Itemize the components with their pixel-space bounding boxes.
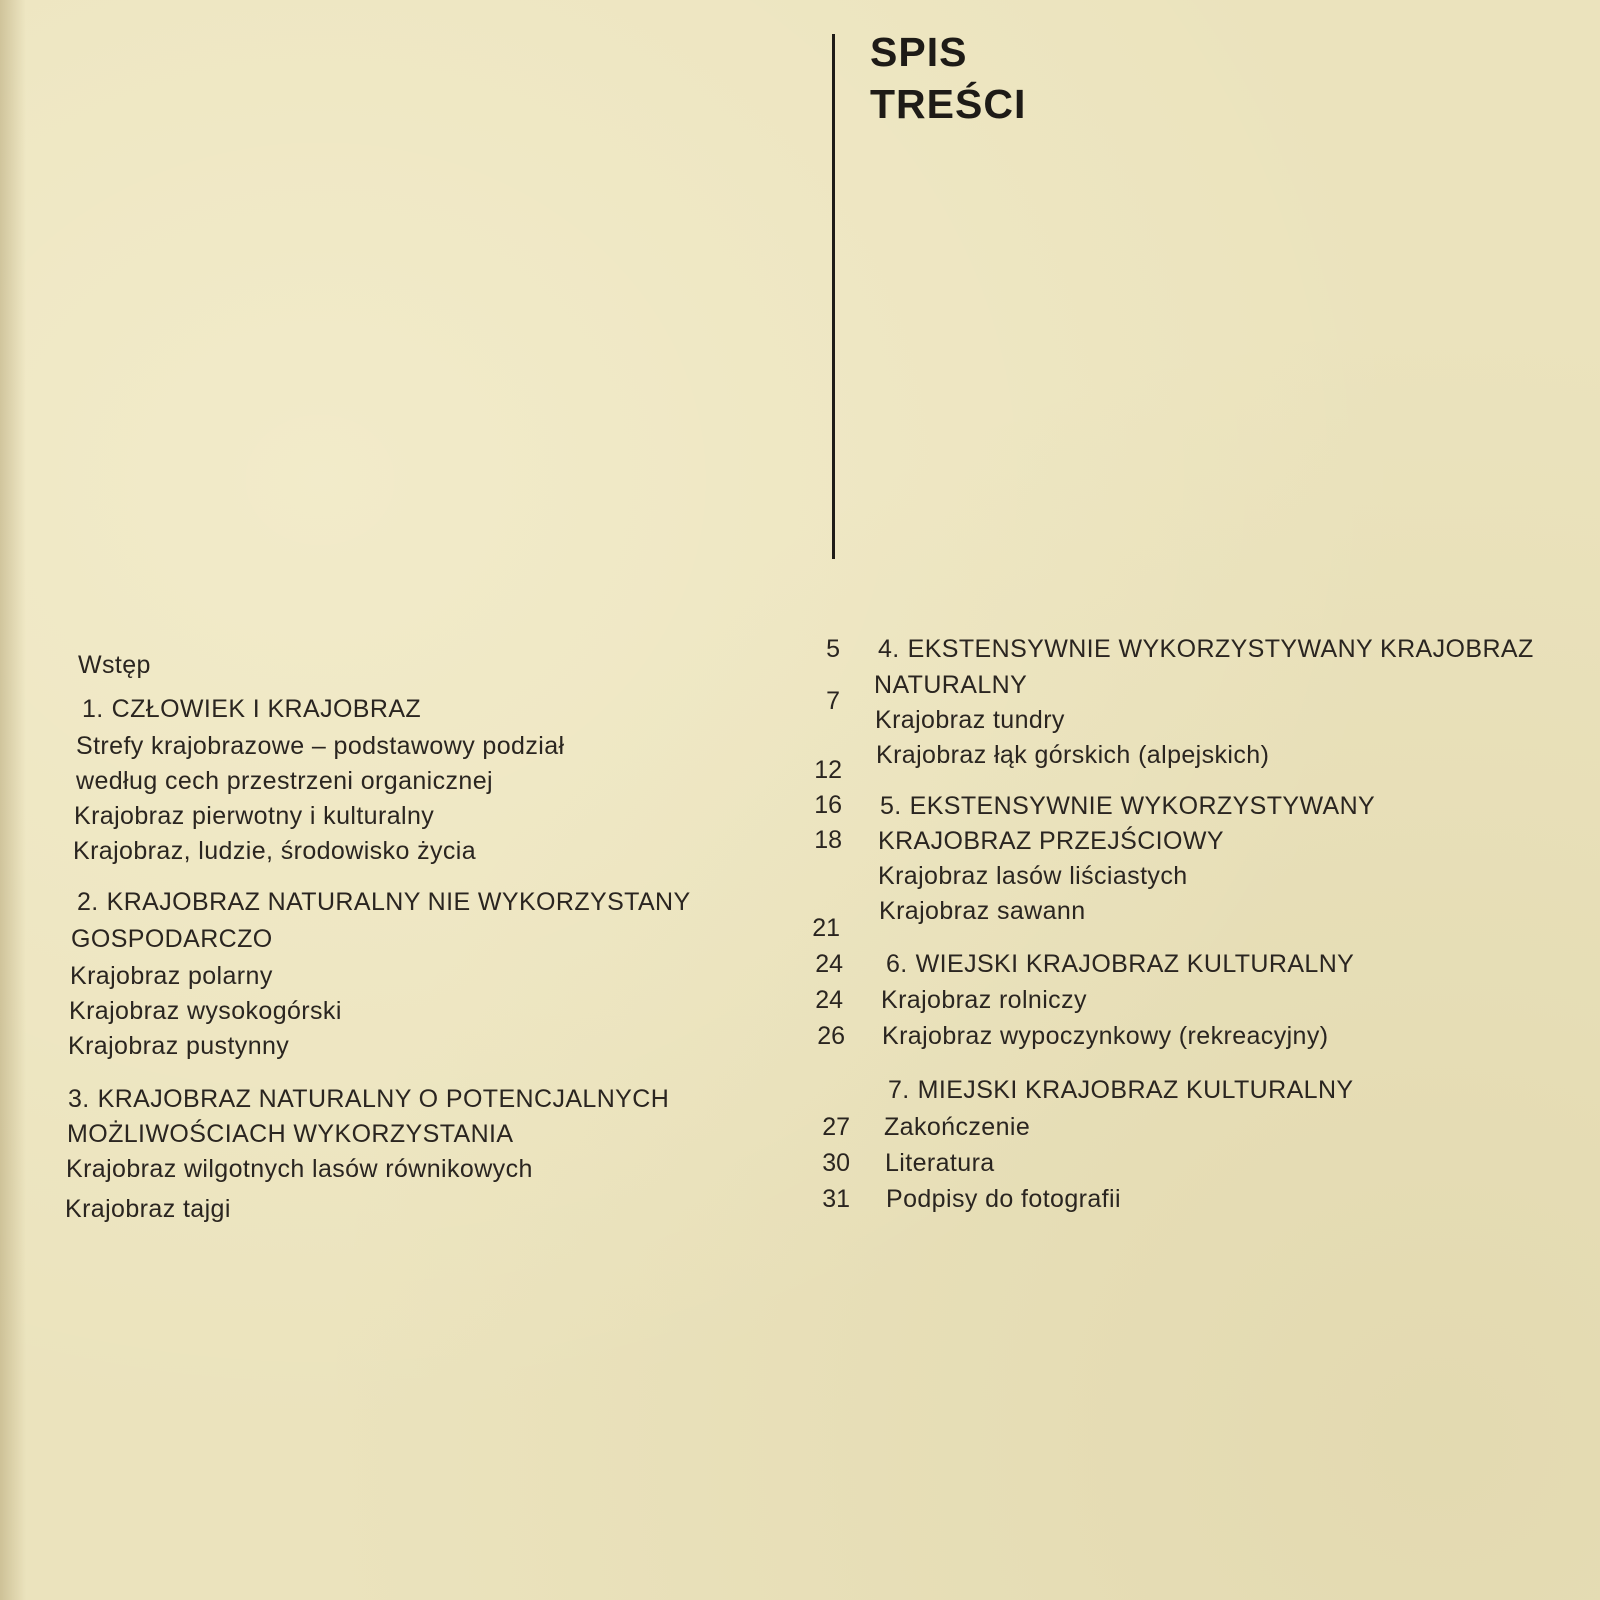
toc-item: Krajobraz wypoczynkowy (rekreacyjny): [882, 1022, 1329, 1050]
page-number: 7: [826, 687, 840, 715]
toc-item: Krajobraz, ludzie, środowisko życia: [73, 837, 477, 865]
toc-item: Krajobraz tundry: [875, 706, 1065, 734]
chapter-number: 2.: [77, 888, 99, 916]
page-number: 24: [815, 950, 843, 978]
toc-item: Krajobraz sawann: [879, 897, 1086, 925]
page-number: 12: [814, 756, 842, 784]
toc-item: Podpisy do fotografii: [886, 1185, 1121, 1213]
page-title: [870, 26, 1026, 130]
vertical-rule: [832, 34, 835, 559]
toc-item: Krajobraz pierwotny i kulturalny: [74, 802, 435, 830]
chapter-number: 3.: [68, 1085, 90, 1113]
chapter-number: 6.: [886, 950, 908, 978]
title-line-2: TREŚCI: [870, 81, 1027, 127]
chapter-number: 4.: [878, 635, 900, 663]
chapter-number: 7.: [888, 1076, 910, 1104]
toc-item: Krajobraz wysokogórski: [69, 997, 342, 1025]
page-number: 21: [812, 914, 840, 942]
page-number: 26: [817, 1022, 845, 1050]
toc-item: Krajobraz wilgotnych lasów równikowych: [66, 1155, 533, 1183]
toc-item: Strefy krajobrazowe – podstawowy podział: [76, 732, 565, 760]
chapter-number: 5.: [880, 792, 902, 820]
chapter-title: WIEJSKI KRAJOBRAZ KULTURALNY: [915, 950, 1355, 978]
toc-chapter-3: [68, 1084, 669, 1114]
toc-item: Krajobraz tajgi: [65, 1195, 231, 1223]
chapter-title-continued: MOŻLIWOŚCIACH WYKORZYSTANIA: [67, 1120, 514, 1148]
page-number: 27: [822, 1113, 850, 1141]
page-number: 5: [826, 635, 840, 663]
toc-item: Krajobraz rolniczy: [881, 986, 1087, 1014]
toc-item: Zakończenie: [884, 1113, 1031, 1141]
chapter-title: CZŁOWIEK I KRAJOBRAZ: [111, 695, 422, 723]
chapter-title: KRAJOBRAZ NATURALNY NIE WYKORZYSTANY: [106, 888, 691, 916]
toc-item: Krajobraz pustynny: [68, 1032, 290, 1060]
page-number: 24: [815, 986, 843, 1014]
toc-chapter-1: [82, 694, 421, 724]
toc-chapter-5: [880, 791, 1375, 821]
page-number: 16: [814, 791, 842, 819]
toc-chapter-4: [878, 634, 1534, 664]
toc-chapter-7: [888, 1075, 1353, 1105]
chapter-title-continued: NATURALNY: [874, 671, 1028, 699]
page-number: 31: [822, 1185, 850, 1213]
chapter-title: MIEJSKI KRAJOBRAZ KULTURALNY: [917, 1076, 1354, 1104]
toc-chapter-2: [77, 887, 691, 917]
chapter-title: EKSTENSYWNIE WYKORZYSTYWANY KRAJOBRAZ: [907, 635, 1534, 663]
chapter-title: KRAJOBRAZ NATURALNY O POTENCJALNYCH: [97, 1085, 670, 1113]
chapter-number: 1.: [82, 695, 104, 723]
page-number: 18: [814, 826, 842, 854]
toc-item: Krajobraz polarny: [70, 962, 273, 990]
chapter-title-continued: KRAJOBRAZ PRZEJŚCIOWY: [878, 827, 1224, 855]
toc-intro: Wstęp: [78, 651, 151, 679]
page-spine-shadow: [0, 0, 26, 1600]
chapter-title: EKSTENSYWNIE WYKORZYSTYWANY: [909, 792, 1376, 820]
page-number: 30: [822, 1149, 850, 1177]
toc-item: Literatura: [885, 1149, 995, 1177]
title-line-1: SPIS: [870, 29, 968, 75]
toc-item: według cech przestrzeni organicznej: [76, 767, 493, 795]
toc-chapter-6: [886, 949, 1354, 979]
toc-item: Krajobraz łąk górskich (alpejskich): [876, 741, 1270, 769]
chapter-title-continued: GOSPODARCZO: [71, 925, 273, 953]
toc-item: Krajobraz lasów liściastych: [878, 862, 1188, 890]
